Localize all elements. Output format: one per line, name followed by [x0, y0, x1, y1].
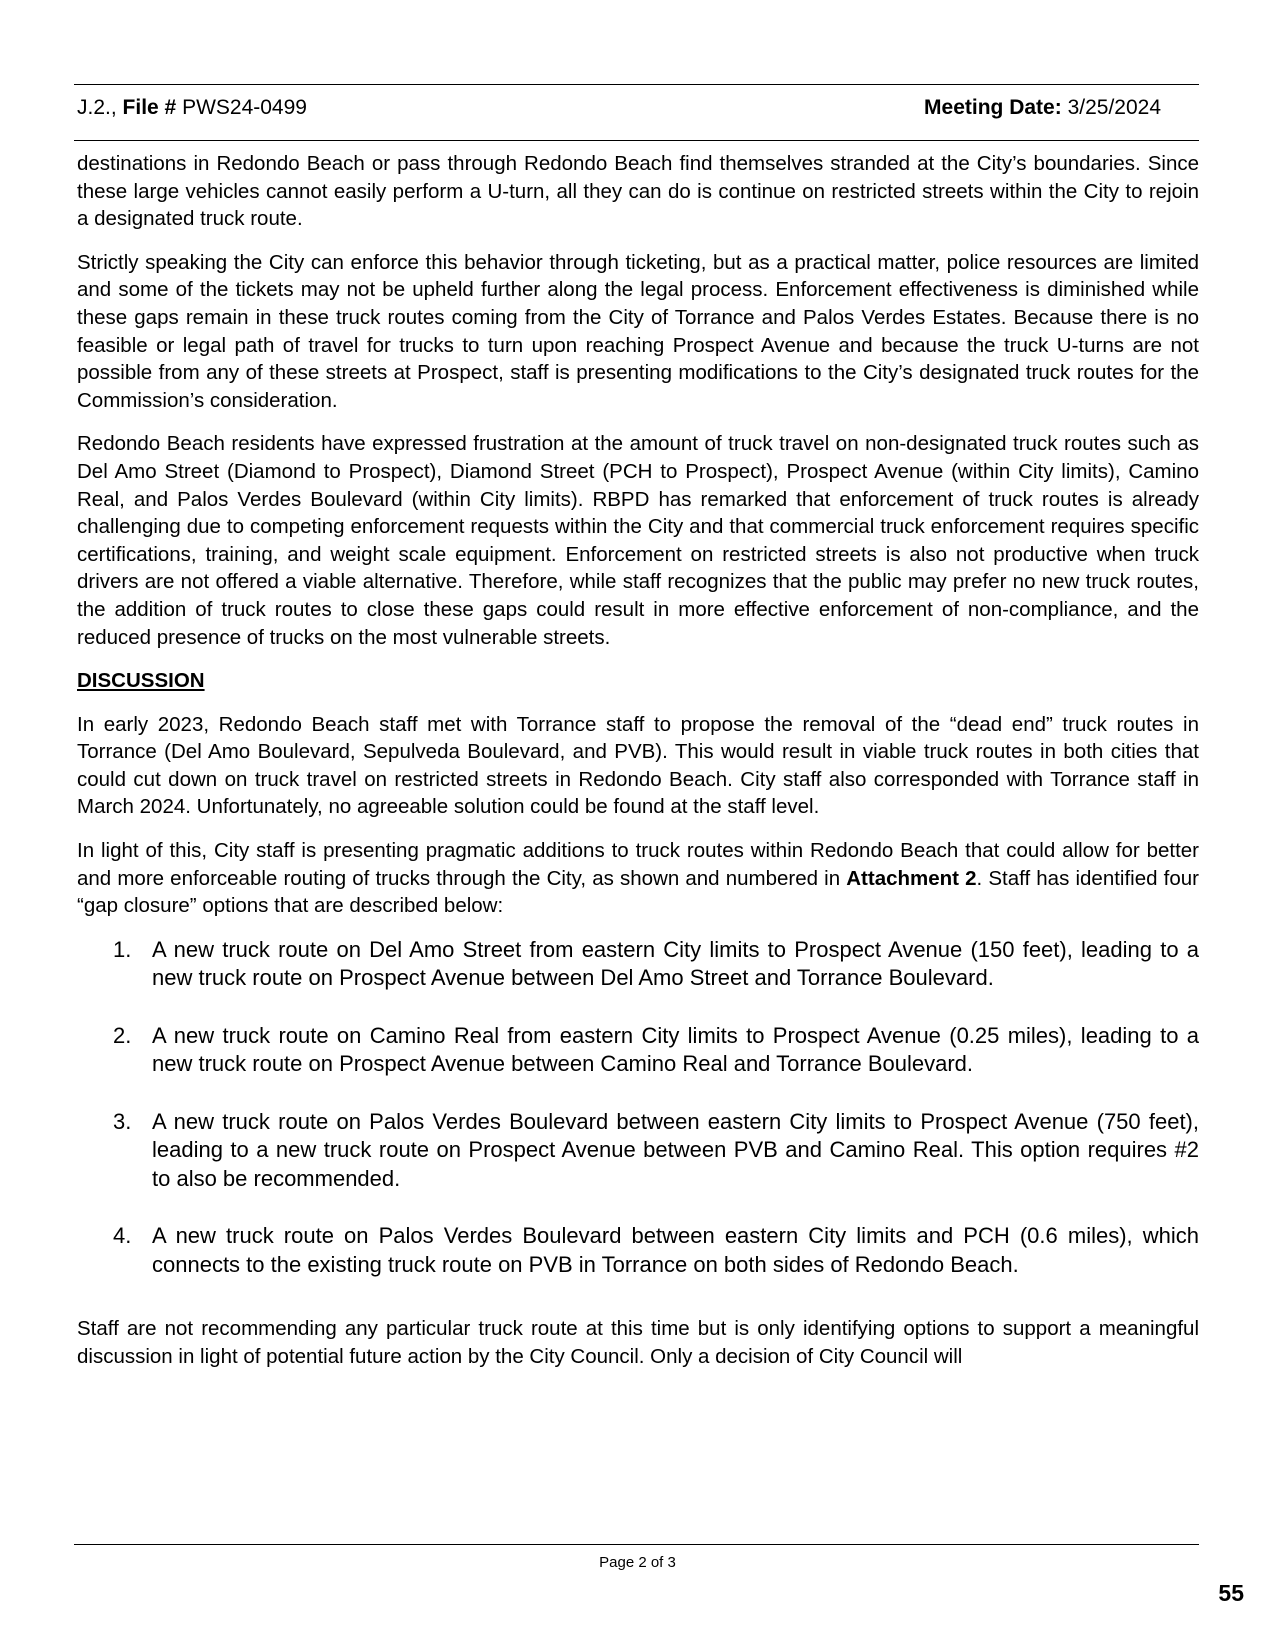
- paragraph-staff-not-recommending: Staff are not recommending any particular truck route at this time but is only identifying options to support a meaningful discussion in light of potential future action by the City Council. Only a decision of City Council will: [77, 1317, 1199, 1368]
- footer-rule: [74, 1544, 1199, 1545]
- paragraph-enforcement: Strictly speaking the City can enforce this behavior through ticketing, but as a practical matter, police resources are limited and some of the tickets may not be upheld further along the legal process. Enforcement effectiveness is diminished while these gaps remain in these truck routes coming from the City of Torrance and Palos Verdes Estates. Because there is no feasible or legal path of travel for trucks to turn upon reaching Prospect Avenue and because the truck U-turns are not possible from any of these streets at Prospect, staff is presenting modifications to the City’s designated truck routes for the Commission’s consideration.: [77, 250, 1199, 412]
- meeting-date-label: Meeting Date:: [924, 96, 1062, 119]
- option-number: 3.: [113, 1108, 132, 1134]
- option-text: A new truck route on Palos Verdes Boulevard between eastern City limits and PCH (0.6 miles), which connects to the existing truck route on PVB in Torrance on both sides of Redondo Beach.: [152, 1223, 1199, 1277]
- page-number: Page 2 of 3: [599, 1554, 676, 1571]
- document-body: [77, 150, 1199, 1387]
- option-text: A new truck route on Camino Real from eastern City limits to Prospect Avenue (0.25 miles), leading to a new truck route on Prospect Avenue between Camino Real and Torrance Boulevard.: [152, 1022, 1199, 1077]
- paragraph-resident-concerns: Redondo Beach residents have expressed frustration at the amount of truck travel on non-designated truck routes such as Del Amo Street (Diamond to Prospect), Diamond Street (PCH to Prospect), Prospect Avenue (within City limits), Camino Real, and Palos Verdes Boulevard (within City limits). RBPD has remarked that enforcement of truck routes is already challenging due to competing enforcement requests within the City and that commercial truck enforcement requires specific certifications, training, and weight scale equipment. Enforcement on restricted streets is also not productive when truck drivers are not offered a viable alternative. Therefore, while staff recognizes that the public may prefer no new truck routes, the addition of truck routes to close these gaps could result in more effective enforcement of non-compliance, and the reduced presence of trucks on the most vulnerable streets.: [77, 432, 1199, 649]
- item-prefix: J.2.,: [77, 96, 123, 119]
- paragraph-gap-closure-intro: [77, 837, 1199, 920]
- intro-text: In light of this, City staff is presenting pragmatic additions to truck routes within Redondo Beach that could allow for better and more enforceable routing of trucks through the City, as shown and numbered in: [77, 839, 1199, 890]
- option-number: 4.: [113, 1223, 132, 1249]
- meeting-date-value: 3/25/2024: [1061, 96, 1161, 119]
- option-number: 2.: [113, 1022, 132, 1048]
- option-text: A new truck route on Del Amo Street from eastern City limits to Prospect Avenue (150 feet), leading to a new truck route on Prospect Avenue between Del Amo Street and Torrance Boulevard.: [152, 936, 1199, 991]
- list-item: [77, 1108, 1199, 1194]
- header-top-rule: [74, 84, 1199, 85]
- file-reference: [77, 96, 307, 120]
- meeting-date: [924, 96, 1161, 120]
- file-label: File #: [122, 96, 177, 119]
- header-bottom-rule: [74, 140, 1199, 141]
- gap-closure-options: [77, 936, 1199, 1280]
- packet-page-number: 55: [1218, 1580, 1244, 1606]
- option-text: A new truck route on Palos Verdes Boulevard between eastern City limits to Prospect Avenue (750 feet), leading to a new truck route on Prospect Avenue between PVB and Camino Real. This option requires #2 to also be recommended.: [152, 1108, 1199, 1191]
- list-item: [77, 1222, 1199, 1279]
- intro-text-end: . Staff has identified four “gap closure” options that are described below:: [77, 866, 1199, 918]
- list-item: [77, 936, 1199, 993]
- option-number: 1.: [113, 936, 132, 962]
- list-item: [77, 1022, 1199, 1079]
- discussion-heading: DISCUSSION: [77, 669, 205, 693]
- paragraph-stranded-trucks: destinations in Redondo Beach or pass through Redondo Beach find themselves stranded at the City’s boundaries. Since these large vehicles cannot easily perform a U-turn, all they can do is continue on restricted streets within the City to rejoin a designated truck route.: [77, 152, 1199, 231]
- file-number: PWS24-0499: [176, 96, 307, 119]
- attachment-reference: Attachment 2: [846, 866, 977, 890]
- paragraph-torrance-meeting: In early 2023, Redondo Beach staff met with Torrance staff to propose the removal of the “dead end” truck routes in Torrance (Del Amo Boulevard, Sepulveda Boulevard, and PVB). This would result in viable truck routes in both cities that could cut down on truck travel on restricted streets in Redondo Beach. City staff also corresponded with Torrance staff in March 2024. Unfortunately, no agreeable solution could be found at the staff level.: [77, 712, 1199, 819]
